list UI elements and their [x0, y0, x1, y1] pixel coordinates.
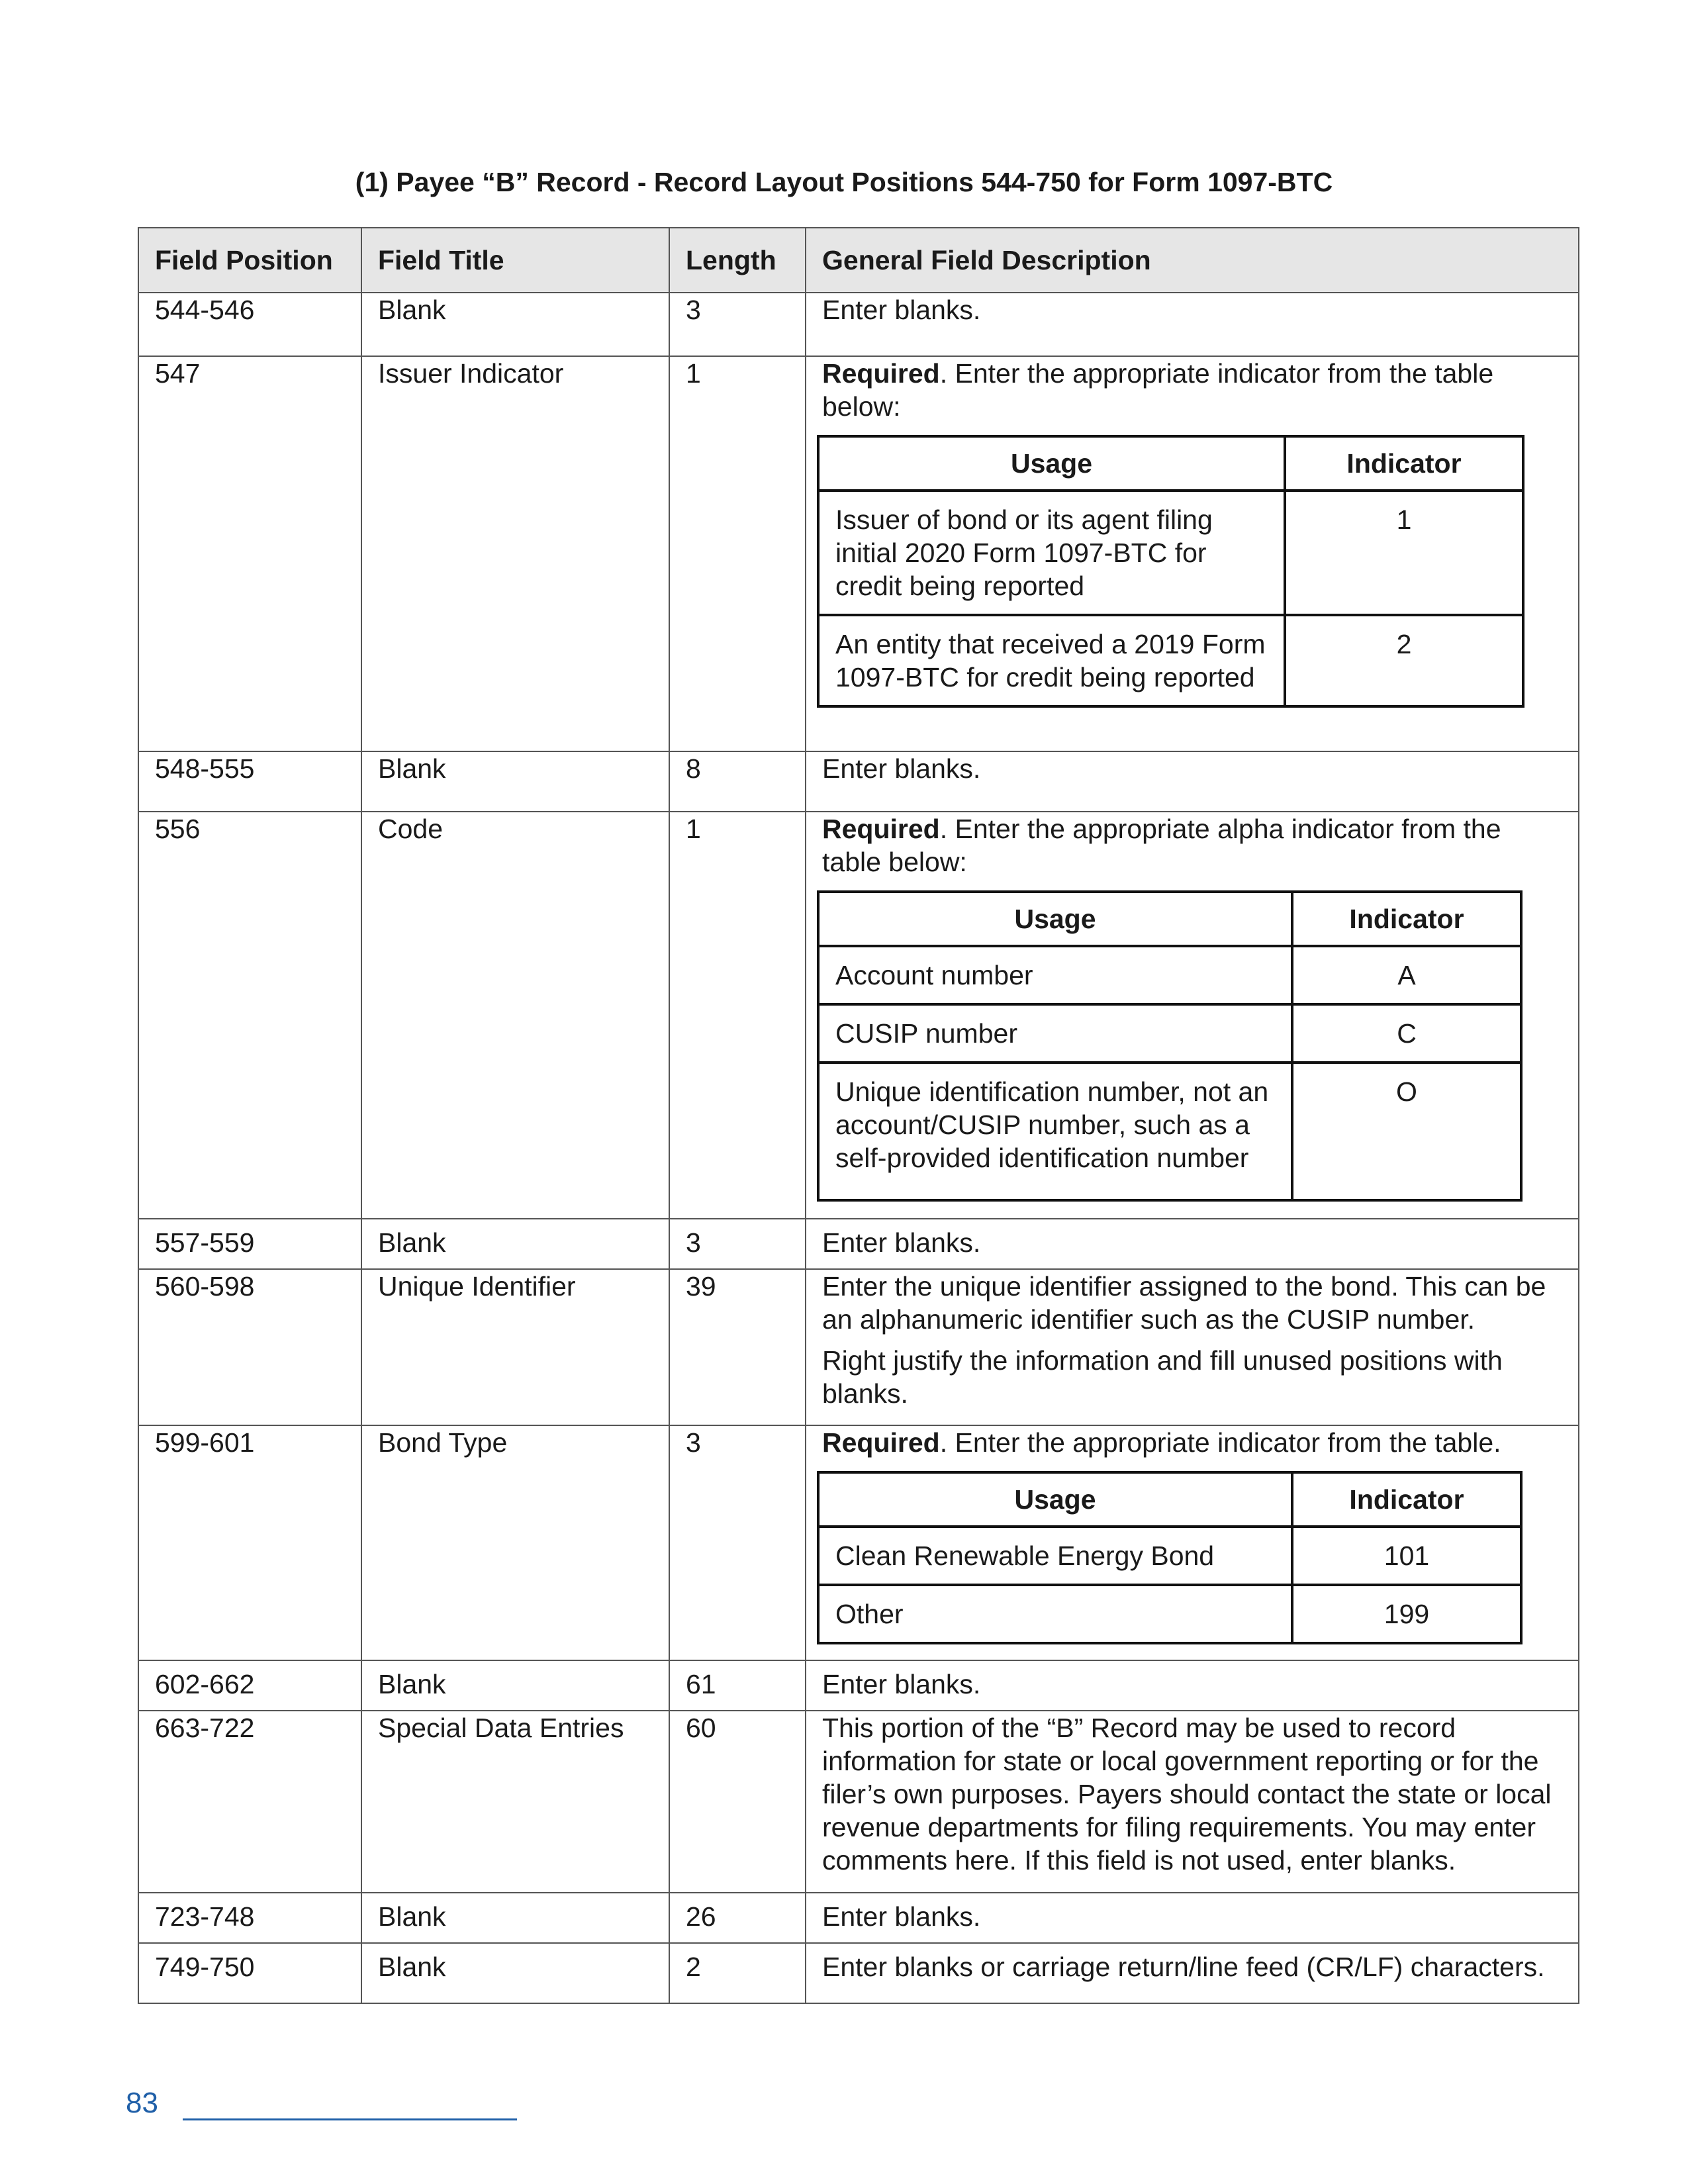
- field-length: 8: [669, 751, 806, 812]
- description-body: . Enter the appropriate indicator from the table below:: [822, 358, 1494, 422]
- field-title: Blank: [361, 293, 669, 356]
- field-length: 3: [669, 1219, 806, 1269]
- field-title: Blank: [361, 1893, 669, 1943]
- page-number: 83: [126, 2087, 158, 2119]
- usage-cell: CUSIP number: [818, 1004, 1292, 1063]
- field-description: Enter blanks or carriage return/line feed (CR/LF) characters.: [806, 1943, 1579, 2003]
- indicator-cell: 1: [1285, 491, 1523, 615]
- field-position: 663-722: [138, 1711, 361, 1893]
- table-row: [138, 1425, 1579, 1660]
- usage-cell: An entity that received a 2019 Form 1097-BTC for credit being reported: [818, 615, 1285, 706]
- field-position: 723-748: [138, 1893, 361, 1943]
- field-description: This portion of the “B” Record may be used to record information for state or local government reporting or for the filer’s own purposes. Payers should contact the state or local revenue departments for filing requirements. You may enter comments here. If this field is not used, enter blanks.: [806, 1711, 1579, 1893]
- table-row: [138, 1660, 1579, 1711]
- footer-rule: [183, 2118, 517, 2120]
- field-description: Enter blanks.: [806, 1660, 1579, 1711]
- sub-header-indicator: Indicator: [1292, 892, 1521, 946]
- table-header-row: [138, 228, 1579, 293]
- field-position: 544-546: [138, 293, 361, 356]
- field-length: 61: [669, 1660, 806, 1711]
- field-title: Blank: [361, 1660, 669, 1711]
- field-position: 602-662: [138, 1660, 361, 1711]
- table-row: [138, 356, 1579, 751]
- description-body: . Enter the appropriate alpha indicator from the table below:: [822, 814, 1501, 877]
- sub-table-row: [818, 615, 1523, 706]
- field-description: [806, 356, 1579, 751]
- indicator-cell: A: [1292, 946, 1521, 1004]
- field-length: 2: [669, 1943, 806, 2003]
- page-title: (1) Payee “B” Record - Record Layout Positions 544-750 for Form 1097-BTC: [355, 167, 1333, 197]
- usage-cell: Issuer of bond or its agent filing initial 2020 Form 1097-BTC for credit being reported: [818, 491, 1285, 615]
- field-title: Blank: [361, 1219, 669, 1269]
- description-text: [822, 357, 1562, 423]
- field-length: 39: [669, 1269, 806, 1425]
- usage-cell: Account number: [818, 946, 1292, 1004]
- field-title: Bond Type: [361, 1425, 669, 1660]
- field-position: 556: [138, 812, 361, 1219]
- field-title: Blank: [361, 751, 669, 812]
- table-row: [138, 751, 1579, 812]
- field-position: 548-555: [138, 751, 361, 812]
- header-field-position: Field Position: [138, 228, 361, 293]
- table-row: [138, 812, 1579, 1219]
- table-row: [138, 1269, 1579, 1425]
- sub-header-indicator: Indicator: [1292, 1472, 1521, 1527]
- field-position: 749-750: [138, 1943, 361, 2003]
- field-description: [806, 812, 1579, 1219]
- sub-table-row: [818, 1585, 1521, 1643]
- usage-cell: Clean Renewable Energy Bond: [818, 1527, 1292, 1585]
- sub-table-row: [818, 1063, 1521, 1200]
- description-body: . Enter the appropriate indicator from the table.: [939, 1427, 1501, 1458]
- field-length: 26: [669, 1893, 806, 1943]
- sub-header-indicator: Indicator: [1285, 436, 1523, 491]
- field-title: Code: [361, 812, 669, 1219]
- table-row: [138, 1711, 1579, 1893]
- field-position: 547: [138, 356, 361, 751]
- table-row: [138, 1893, 1579, 1943]
- required-label: Required: [822, 1427, 940, 1458]
- description-text-2: Right justify the information and fill unused positions with blanks.: [822, 1345, 1503, 1409]
- sub-header-usage: Usage: [818, 436, 1285, 491]
- required-label: Required: [822, 358, 940, 389]
- field-length: 60: [669, 1711, 806, 1893]
- table-row: [138, 1943, 1579, 2003]
- field-description: [806, 1425, 1579, 1660]
- description-text: [822, 812, 1562, 878]
- field-position: 557-559: [138, 1219, 361, 1269]
- field-description: [806, 1269, 1579, 1425]
- required-label: Required: [822, 814, 940, 844]
- field-title: Blank: [361, 1943, 669, 2003]
- field-position: 599-601: [138, 1425, 361, 1660]
- indicator-cell: 2: [1285, 615, 1523, 706]
- field-title: Unique Identifier: [361, 1269, 669, 1425]
- usage-cell: Unique identification number, not an account/CUSIP number, such as a self-provided identification number: [818, 1063, 1292, 1200]
- header-length: Length: [669, 228, 806, 293]
- sub-header-usage: Usage: [818, 892, 1292, 946]
- field-position: 560-598: [138, 1269, 361, 1425]
- indicator-cell: 199: [1292, 1585, 1521, 1643]
- header-field-title: Field Title: [361, 228, 669, 293]
- field-length: 1: [669, 812, 806, 1219]
- field-description: Enter blanks.: [806, 293, 1579, 356]
- table-row: [138, 1219, 1579, 1269]
- field-length: 3: [669, 1425, 806, 1660]
- field-title: Issuer Indicator: [361, 356, 669, 751]
- field-description: Enter blanks.: [806, 751, 1579, 812]
- field-description: Enter blanks.: [806, 1219, 1579, 1269]
- record-layout-table: [138, 227, 1579, 2004]
- sub-table-row: [818, 491, 1523, 615]
- usage-cell: Other: [818, 1585, 1292, 1643]
- field-title: Special Data Entries: [361, 1711, 669, 1893]
- indicator-cell: 101: [1292, 1527, 1521, 1585]
- bond-type-table: [817, 1471, 1523, 1644]
- sub-table-row: [818, 1527, 1521, 1585]
- issuer-indicator-table: [817, 435, 1524, 708]
- description-text: [822, 1426, 1562, 1459]
- indicator-cell: O: [1292, 1063, 1521, 1200]
- table-row: [138, 293, 1579, 356]
- field-length: 1: [669, 356, 806, 751]
- header-description: General Field Description: [806, 228, 1579, 293]
- field-length: 3: [669, 293, 806, 356]
- sub-header-usage: Usage: [818, 1472, 1292, 1527]
- sub-table-row: [818, 1004, 1521, 1063]
- code-indicator-table: [817, 890, 1523, 1202]
- description-text: Enter the unique identifier assigned to the bond. This can be an alphanumeric identifier such as the CUSIP number.: [822, 1271, 1546, 1335]
- indicator-cell: C: [1292, 1004, 1521, 1063]
- field-description: Enter blanks.: [806, 1893, 1579, 1943]
- sub-table-row: [818, 946, 1521, 1004]
